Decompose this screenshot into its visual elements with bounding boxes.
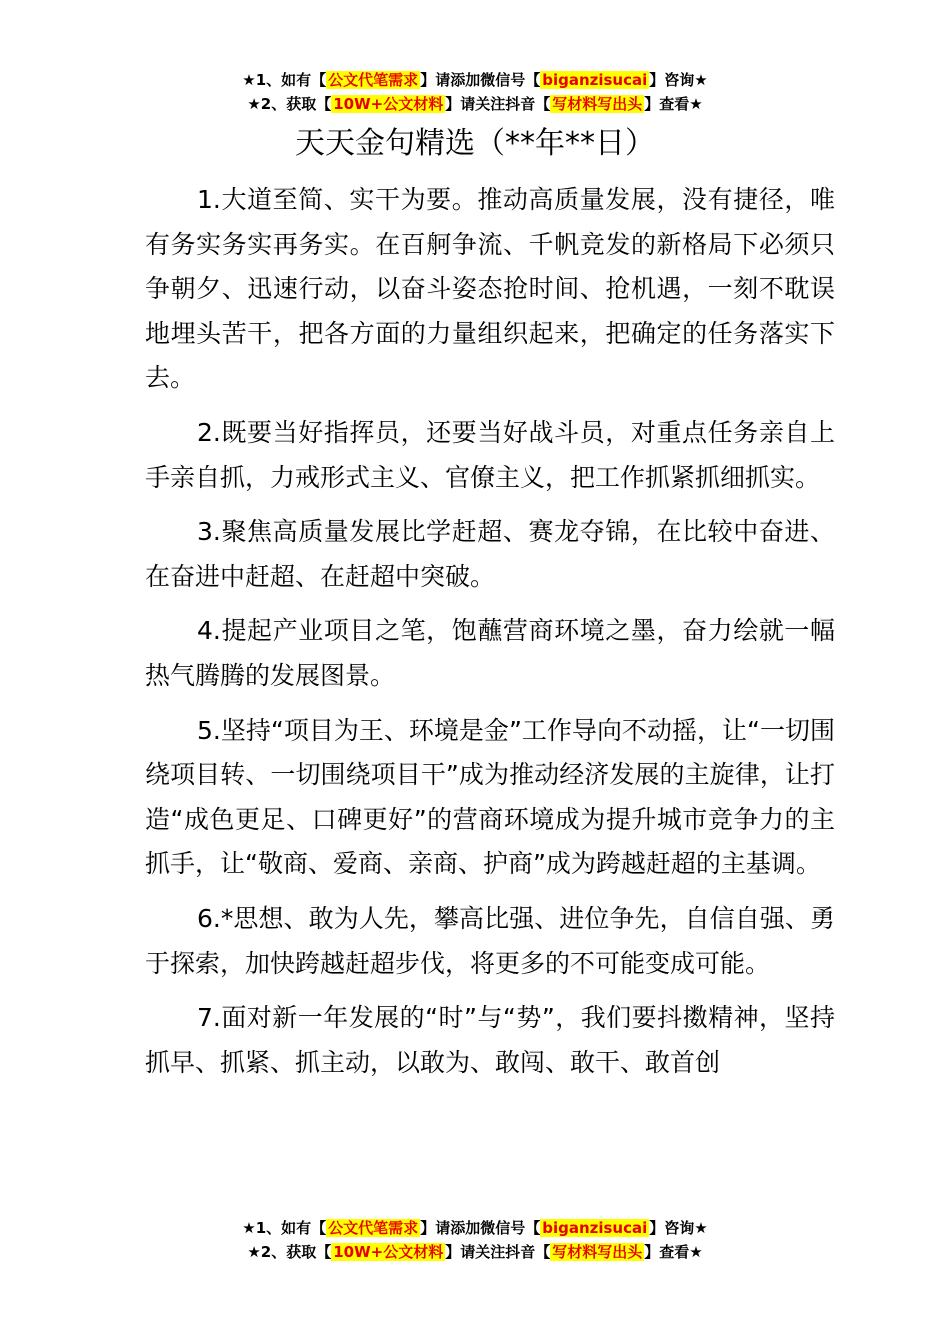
header-banner [0, 68, 950, 116]
paragraph-4: 4.提起产业项目之笔，饱蘸营商环境之墨，奋力绘就一幅热气腾腾的发展图景。 [145, 616, 835, 690]
banner-text: ★2、获取【 [247, 95, 332, 113]
banner-highlight: 公文代笔需求 [328, 71, 419, 89]
paragraph-7: 7.面对新一年发展的“时”与“势”，我们要抖擞精神，坚持抓早、抓紧、抓主动，以敢为、敢闯、敢干、敢首创 [145, 1003, 835, 1077]
banner-highlight: 写材料写出头 [552, 1243, 643, 1261]
banner-line-2 [0, 92, 950, 116]
banner-highlight: 10W+公文材料 [333, 95, 444, 113]
banner-text: 】请关注抖音【 [445, 95, 551, 113]
paragraph-3: 3.聚焦高质量发展比学赶超、赛龙夺锦，在比较中奋进、在奋进中赶超、在赶超中突破。 [145, 517, 835, 591]
banner-line-1 [0, 1216, 950, 1240]
banner-text: 】咨询★ [649, 1219, 708, 1237]
banner-text: 】请关注抖音【 [445, 1243, 551, 1261]
paragraph-6: 6.*思想、敢为人先，攀高比强、进位争先，自信自强、勇于探索，加快跨越赶超步伐，将更多的不可能变成可能。 [145, 903, 835, 978]
banner-text: 】查看★ [644, 95, 703, 113]
banner-highlight: 写材料写出头 [552, 95, 643, 113]
banner-text: ★2、获取【 [247, 1243, 332, 1261]
page-title: 天天金句精选（**年**日） [295, 126, 655, 161]
banner-text: ★1、如有【 [242, 1219, 327, 1237]
banner-highlight: 公文代笔需求 [328, 1219, 419, 1237]
banner-highlight: biganzisucai [542, 71, 648, 89]
banner-text: 】请添加微信号【 [420, 71, 541, 89]
banner-line-1 [0, 68, 950, 92]
banner-highlight: biganzisucai [542, 1219, 648, 1237]
banner-highlight: 10W+公文材料 [333, 1243, 444, 1261]
paragraph-2: 2.既要当好指挥员，还要当好战斗员，对重点任务亲自上手亲自抓，力戒形式主义、官僚主义，把工作抓紧抓细抓实。 [145, 417, 835, 492]
paragraph-5: 5.坚持“项目为王、环境是金”工作导向不动摇，让“一切围绕项目转、一切围绕项目干”成为推动经济发展的主旋律，让打造“成色更足、口碑更好”的营商环境成为提升城市竞争力的主抓手，让“敬商、爱商、亲商、护商”成为跨越赶超的主基调。 [145, 715, 835, 879]
banner-text: 】咨询★ [649, 71, 708, 89]
document-body [145, 178, 835, 1095]
footer-banner [0, 1216, 950, 1264]
paragraph-1: 1.大道至简、实干为要。推动高质量发展，没有捷径，唯有务实务实再务实。在百舸争流、千帆竞发的新格局下必须只争朝夕、迅速行动，以奋斗姿态抢时间、抢机遇，一刻不耽误地埋头苦干，把各方面的力量组织起来，把确定的任务落实下去。 [145, 185, 835, 393]
banner-line-2 [0, 1240, 950, 1264]
banner-text: 】请添加微信号【 [420, 1219, 541, 1237]
banner-text: 】查看★ [644, 1243, 703, 1261]
banner-text: ★1、如有【 [242, 71, 327, 89]
